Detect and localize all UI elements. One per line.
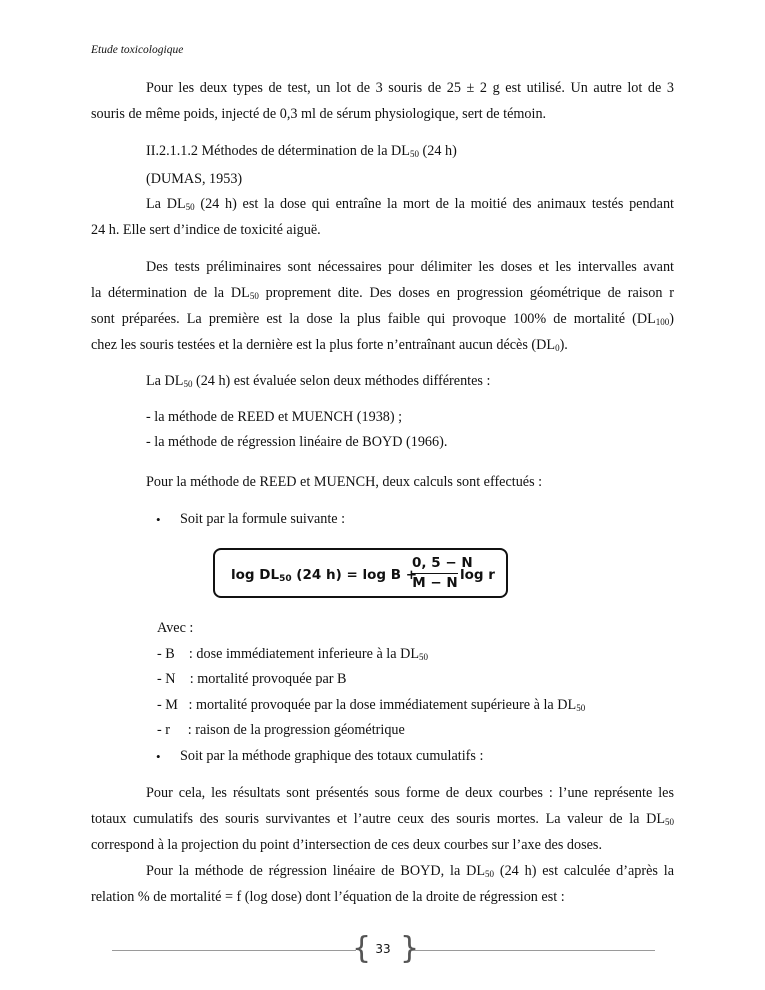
paragraph-line: 24 h. Elle sert d’indice de toxicité aiguë. xyxy=(91,222,321,238)
definition-b: - B : dose immédiatement inferieure à la $DL_{50}$ xyxy=(157,646,428,662)
paragraph-line: sont préparées. La première est la dose la plus faible qui provoque 100% de mortalité $(DL_{100})$ xyxy=(91,311,674,327)
bullet-icon: • xyxy=(156,512,161,527)
definition-r: - r : raison de la progression géométrique xyxy=(157,722,405,738)
left-brace-icon: { xyxy=(352,931,372,966)
paragraph-line: relation % de mortalité = f (log dose) dont l’équation de la droite de régression est : xyxy=(91,889,565,905)
definition-n: - N : mortalité provoquée par B xyxy=(157,671,347,687)
formula-lhs: $\log DL_{50}$ (24 h) = log B + xyxy=(231,567,418,584)
running-header: Etude toxicologique xyxy=(91,44,184,56)
footer-rule-right xyxy=(412,950,655,951)
formula-denominator: M − N xyxy=(412,575,458,591)
formula-numerator: 0, 5 − N xyxy=(412,555,473,571)
method-item: - la méthode de régression linéaire de BOYD (1966). xyxy=(146,434,448,450)
avec-label: Avec : xyxy=(157,620,194,636)
bullet-text: Soit par la formule suivante : xyxy=(180,511,346,527)
definition-m: - M : mortalité provoquée par la dose immédiatement supérieure à la $DL_{50}$ xyxy=(157,697,586,713)
formula-fraction xyxy=(412,555,473,592)
paragraph-line: Pour les deux types de test, un lot de 3 souris de 25 ± 2 g est utilisé. Un autre lot de 3 xyxy=(146,80,674,96)
bullet-icon: • xyxy=(156,749,161,764)
paragraph-line: La $DL_{50}$ (24 h) est évaluée selon deux méthodes différentes : xyxy=(146,373,491,389)
formula-box xyxy=(213,548,508,598)
paragraph-line: Pour cela, les résultats sont présentés sous forme de deux courbes : l’une représente les xyxy=(146,785,674,801)
bullet-text: Soit par la méthode graphique des totaux cumulatifs : xyxy=(180,748,484,764)
paragraph-line: souris de même poids, injecté de 0,3 ml de sérum physiologique, sert de témoin. xyxy=(91,106,547,122)
footer-rule-left xyxy=(112,950,356,951)
paragraph-line: chez les souris testées et la dernière est la plus forte n’entraînant aucun décès $(DL_0)$. xyxy=(91,337,568,353)
paragraph-line: Pour la méthode de REED et MUENCH, deux calculs sont effectués : xyxy=(146,474,543,490)
right-brace-icon: } xyxy=(400,931,420,966)
page-number: 33 xyxy=(375,942,391,956)
section-heading: II.2.1.1.2 Méthodes de détermination de la $DL_{50}$ (24 h) xyxy=(146,143,457,159)
paragraph-line: totaux cumulatifs des souris survivantes et l’autre ceux des souris mortes. La valeur de la $DL_{50}$ xyxy=(91,811,674,827)
method-item: - la méthode de REED et MUENCH (1938) ; xyxy=(146,409,403,425)
paragraph-line: Des tests préliminaires sont nécessaires pour délimiter les doses et les intervalles avant xyxy=(146,259,674,275)
fraction-bar xyxy=(412,573,458,574)
paragraph-line: Pour la méthode de régression linéaire de BOYD, la $DL_{50}$ (24 h) est calculée d’après la xyxy=(146,863,674,879)
paragraph-line: La $DL_{50}$ (24 h) est la dose qui entraîne la mort de la moitié des animaux testés pendant xyxy=(146,196,674,212)
paragraph-line: la détermination de la $DL_{50}$ proprement dite. Des doses en progression géométrique de raison r xyxy=(91,285,674,301)
citation: (DUMAS, 1953) xyxy=(146,171,243,187)
formula-rhs: log r xyxy=(460,567,495,583)
paragraph-line: correspond à la projection du point d’intersection de ces deux courbes sur l’axe des doses. xyxy=(91,837,602,853)
